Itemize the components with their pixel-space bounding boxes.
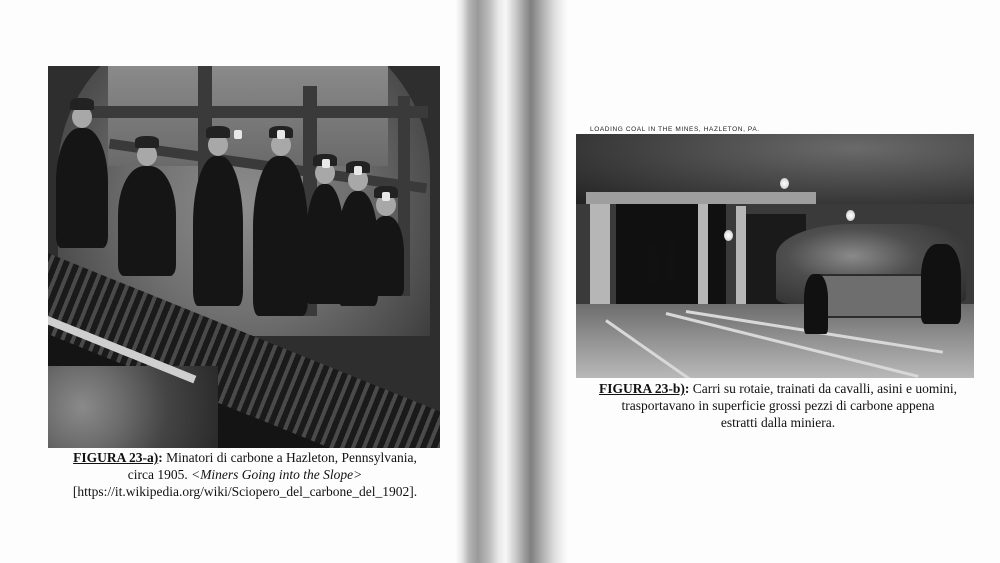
figure-caption-a: FIGURA 23-a): Minatori di carbone a Hazleton, Pennsylvania, circa 1905. <Miners Going into the Slope> [https://it.wikipedia.org/wiki/Sciopero_del_carbone_del_1902]. xyxy=(40,449,450,500)
miner-lamp xyxy=(234,130,242,139)
photo-miners-going-into-slope xyxy=(48,66,440,448)
miner-lamp xyxy=(277,130,285,139)
timber-post xyxy=(736,206,746,316)
figure-label: FIGURA 23-a) xyxy=(73,450,159,465)
miner-figure xyxy=(666,238,676,282)
source-url: [https://it.wikipedia.org/wiki/Sciopero_del_carbone_del_1902]. xyxy=(72,484,418,499)
miner-figure xyxy=(921,244,961,324)
figure-caption-b: FIGURA 23-b): Carri su rotaie, trainati da cavalli, asini e uomini, trasportavano in superficie grossi pezzi di carbone appena estratti dalla miniera. xyxy=(598,381,958,430)
book-gutter-shadow xyxy=(455,0,570,563)
miner-lamp xyxy=(382,192,390,201)
timber-beam xyxy=(586,192,816,204)
photo-print-title: LOADING COAL IN THE MINES, HAZLETON, PA. xyxy=(590,126,760,133)
miner-lamp xyxy=(322,159,330,168)
photo-loading-coal xyxy=(576,134,974,378)
miner-figure xyxy=(118,166,176,276)
miner-figure xyxy=(368,216,404,296)
miner-figure xyxy=(253,156,308,316)
miner-figure xyxy=(193,156,243,306)
miner-figure xyxy=(804,274,828,334)
miner-figure xyxy=(56,128,108,248)
hanging-lamp xyxy=(846,210,855,221)
miner-figure xyxy=(648,242,658,282)
hanging-lamp xyxy=(780,178,789,189)
figure-label: FIGURA 23-b) xyxy=(598,381,685,396)
timber-post xyxy=(698,204,708,314)
hanging-lamp xyxy=(724,230,733,241)
miner-lamp xyxy=(354,166,362,175)
